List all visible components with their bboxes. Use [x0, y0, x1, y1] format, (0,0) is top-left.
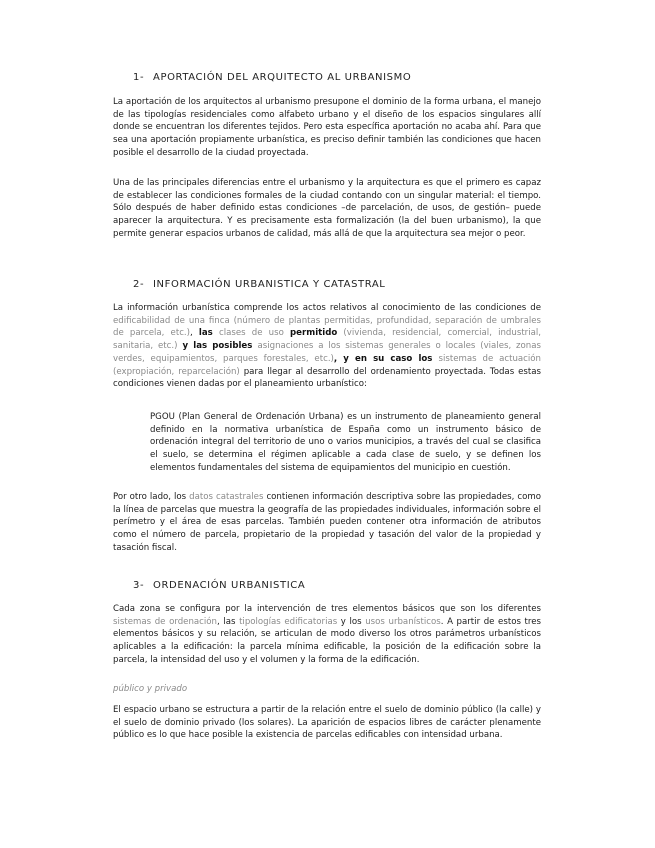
section-1-number: 1- [133, 72, 145, 83]
intro-text-1: La información urbanística comprende los actos relativos al conocimiento de las condiciones de [113, 303, 541, 313]
catastral-text-1: Por otro lado, los [113, 492, 190, 502]
intro-las: las [198, 328, 213, 339]
ordenacion-tipologias: tipologías edificatorias [239, 616, 338, 627]
ordenacion-text-1: Cada zona se configura por la intervención de tres elementos básicos que son los diferentes [113, 604, 541, 614]
ordenacion-text-2: , las [216, 616, 240, 627]
intro-permitido: permitido [290, 328, 338, 339]
section-3-number: 3- [133, 580, 145, 591]
ordenacion-sistemas: sistemas de ordenación [113, 616, 217, 627]
intro-en-su-caso: , y en su caso los [333, 353, 439, 364]
intro-asignaciones: asignaciones a los sistemas generales o locales (viales, zonas verdes, equipamientos, parques forestales, etc.) [113, 341, 541, 364]
ordenacion-text-4: . A partir de estos tres elementos básicos y su relación, se articulan de modo diverso los otros parámetros urbanísticos aplicables a la edificación: la parcela mínima edificable, la posición de la edificación sobre la parcela, la intensidad del uso y el volumen y la forma de la edificación. [113, 616, 542, 665]
intro-text-2: , [190, 328, 199, 339]
section-3-title: ORDENACIÓN URBANISTICA [153, 580, 306, 591]
intro-text-3: para llegar al desarrollo del ordenamiento proyectada. Todas estas condiciones vienen dadas por el planeamiento urbanístico: [113, 366, 541, 390]
section-1-heading [133, 72, 411, 83]
publico-privado-subhead: público y privado [113, 684, 188, 694]
section-2-intro [113, 302, 541, 391]
section-1-paragraph-1: La aportación de los arquitectos al urbanismo presupone el dominio de la forma urbana, el manejo de las tipologías residenciales como alfabeto urbano y el diseño de los espacios singulares allí donde se encuentran los diferentes tejidos. Pero esta específica aportación no acaba ahí. Para que sea una aportación propiamente urbanística, es preciso definir también las condiciones que hacen posible el desarrollo de la ciudad proyectada. [113, 97, 541, 158]
section-1-title: APORTACIÓN DEL ARQUITECTO AL URBANISMO [153, 72, 412, 83]
section-2-heading [133, 279, 385, 290]
intro-las-posibles: y las posibles [177, 341, 258, 352]
intro-usos-list: (vivienda, residencial, comercial, industrial, sanitaria, etc.) [113, 328, 541, 352]
intro-sistemas-actuacion: sistemas de actuación (expropiación, reparcelación) [113, 353, 541, 377]
intro-edificabilidad: edificabilidad de una finca (número de plantas permitidas, profundidad, separación de umbrales de parcela, etc.) [113, 315, 541, 339]
section-2-title: INFORMACIÓN URBANISTICA Y CATASTRAL [153, 279, 386, 290]
ordenacion-usos: usos urbanísticos [365, 616, 441, 627]
section-2-catastral [113, 491, 541, 555]
pgou-definition: PGOU (Plan General de Ordenación Urbana) es un instrumento de planeamiento general definido en la normativa urbanística de España como un instrumento básico de ordenación integral del territorio de uno o varios municipios, a través del cual se clasifica el suelo, se determina el régimen aplicable a cada clase de suelo, y se definen los elementos fundamentales del sistema de equipamientos del municipio en cuestión. [150, 412, 541, 473]
catastral-text-2: contienen información descriptiva sobre las propiedades, como la línea de parcelas que muestra la geografía de las propiedades individuales, información sobre el perímetro y el área de esas parcelas. También pueden contener otra información de atributos como el número de parcela, propietario de la propiedad y tasación del valor de la propiedad y tasación fiscal. [113, 492, 541, 553]
catastral-datos: datos catastrales [189, 492, 264, 502]
ordenacion-text-3: y los [337, 616, 366, 627]
section-1-paragraph-2: Una de las principales diferencias entre el urbanismo y la arquitectura es que el primero es capaz de establecer las condiciones formales de la ciudad contando con un singular material: el tiempo. Sólo después de haber definido estas condiciones –de parcelación, de usos, de gestión– puede aparecer la arquitectura. Y es precisamente esta formalización (la del buen urbanismo), la que permite generar espacios urbanos de calidad, más allá de que la arquitectura sea mejor o peor. [113, 178, 541, 239]
intro-clases-de-uso: clases de uso [212, 328, 291, 339]
section-2-number: 2- [133, 279, 145, 290]
section-3-final: El espacio urbano se estructura a partir de la relación entre el suelo de dominio público (la calle) y el suelo de dominio privado (los solares). La aparición de espacios libres de carácter plenamente público es lo que hace posible la existencia de parcelas edificables con intensidad urbana. [113, 705, 541, 741]
section-3-intro [113, 603, 541, 667]
section-3-heading [133, 580, 305, 591]
